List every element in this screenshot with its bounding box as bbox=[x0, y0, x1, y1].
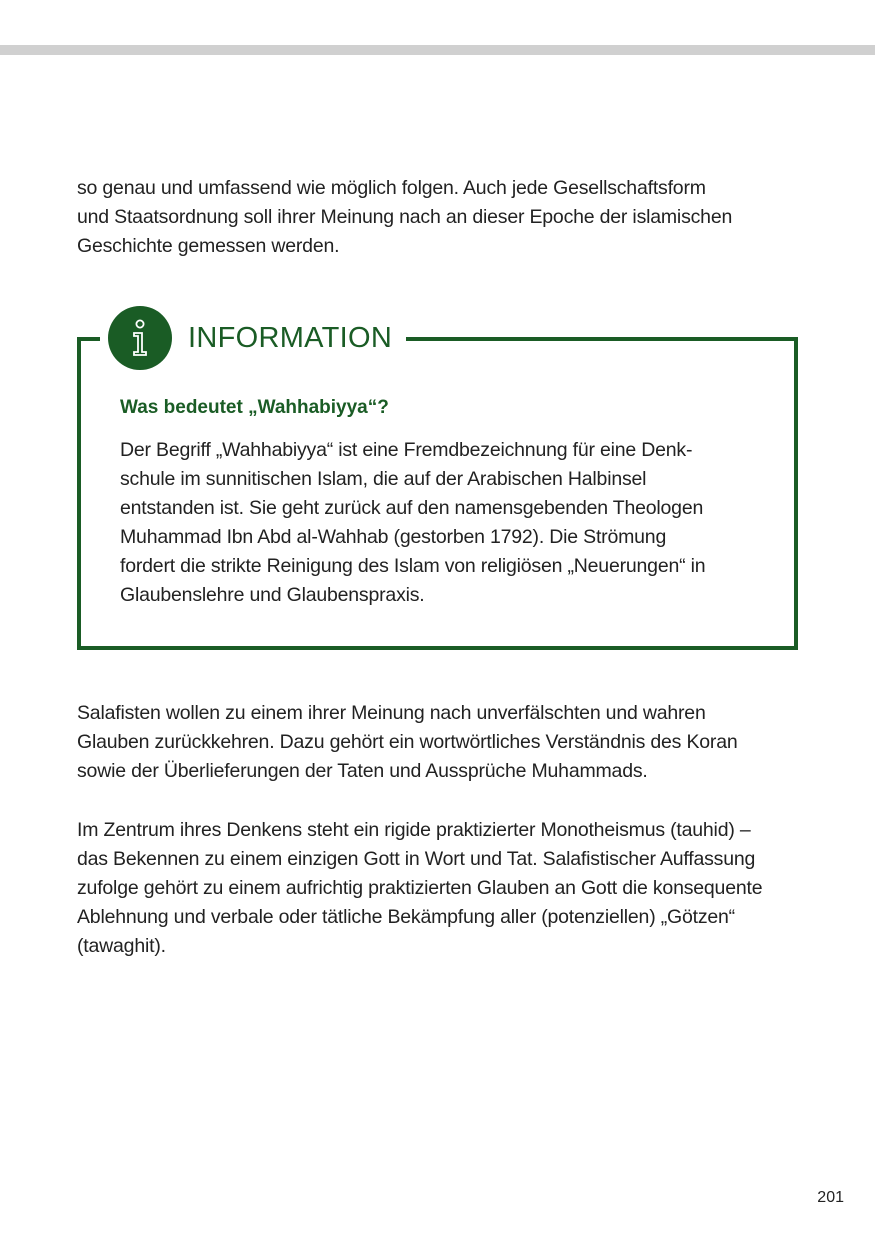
text-line: Glauben zurückkehren. Dazu gehört ein wortwörtliches Verständnis des Koran bbox=[77, 731, 738, 753]
text-line: Glaubenslehre und Glaubenspraxis. bbox=[120, 584, 425, 606]
information-body bbox=[120, 436, 770, 610]
text-line: so genau und umfassend wie möglich folgen. Auch jede Gesellschaftsform bbox=[77, 177, 706, 199]
text-line: (tawaghit). bbox=[77, 935, 166, 957]
text-line: Ablehnung und verbale oder tätliche Bekämpfung aller (potenziellen) „Götzen“ bbox=[77, 906, 735, 928]
info-icon bbox=[108, 306, 172, 370]
text-line: fordert die strikte Reinigung des Islam von religiösen „Neuerungen“ in bbox=[120, 555, 706, 577]
information-header bbox=[100, 304, 406, 372]
text-line: zufolge gehört zu einem aufrichtig praktizierten Glauben an Gott die konsequente bbox=[77, 877, 763, 899]
intro-paragraph bbox=[77, 174, 802, 261]
paragraph-salafists bbox=[77, 699, 802, 786]
text-line: schule im sunnitischen Islam, die auf der Arabischen Halbinsel bbox=[120, 468, 647, 490]
text-line: Geschichte gemessen werden. bbox=[77, 235, 340, 257]
information-heading: Was bedeutet „Wahhabiyya“? bbox=[120, 397, 389, 418]
text-line: Der Begriff „Wahhabiyya“ ist eine Fremdbezeichnung für eine Denk- bbox=[120, 439, 693, 461]
text-line: sowie der Überlieferungen der Taten und Aussprüche Muhammads. bbox=[77, 760, 648, 782]
paragraph-monotheism bbox=[77, 816, 802, 961]
text-line: entstanden ist. Sie geht zurück auf den namensgebenden Theologen bbox=[120, 497, 704, 519]
text-line: Salafisten wollen zu einem ihrer Meinung nach unverfälschten und wahren bbox=[77, 702, 706, 724]
text-line: Muhammad Ibn Abd al-Wahhab (gestorben 1792). Die Strömung bbox=[120, 526, 667, 548]
information-title: INFORMATION bbox=[188, 321, 393, 354]
text-line: und Staatsordnung soll ihrer Meinung nach an dieser Epoche der islamischen bbox=[77, 206, 733, 228]
text-line: das Bekennen zu einem einzigen Gott in Wort und Tat. Salafistischer Auffassung bbox=[77, 848, 756, 870]
top-rule bbox=[0, 45, 875, 55]
text-line: Im Zentrum ihres Denkens steht ein rigide praktizierter Monotheismus (tauhid) – bbox=[77, 819, 751, 841]
page-number: 201 bbox=[817, 1189, 844, 1206]
